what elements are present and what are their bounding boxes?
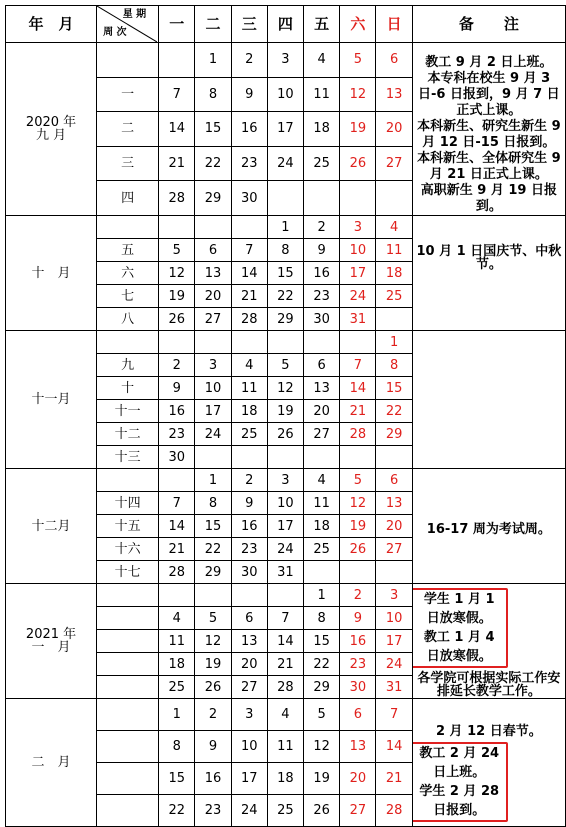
day-cell: 2	[195, 699, 231, 731]
day-cell: 18	[304, 515, 340, 538]
day-cell: 24	[267, 146, 303, 181]
day-cell: 9	[340, 607, 376, 630]
note-text: 学生 2 月 28 日报到。	[419, 784, 500, 818]
day-cell: 24	[376, 653, 412, 676]
day-cell: 22	[304, 653, 340, 676]
day-cell: 12	[195, 630, 231, 653]
day-cell: 27	[376, 538, 412, 561]
day-cell: 26	[195, 676, 231, 699]
week-weekday-header	[97, 6, 159, 43]
day-cell: 10	[267, 77, 303, 112]
day-cell: 13	[195, 262, 231, 285]
day-cell: 2	[304, 216, 340, 239]
day-cell: 5	[340, 469, 376, 492]
note-text: 教工 2 月 24 日上班。	[419, 746, 500, 780]
note-group	[413, 43, 565, 215]
day-cell: 24	[195, 423, 231, 446]
week-number	[97, 676, 159, 699]
day-cell: 9	[159, 377, 195, 400]
note-text: 教工 9 月 2 日上班。	[425, 55, 553, 70]
day-cell: 22	[376, 400, 412, 423]
day-cell: 19	[267, 400, 303, 423]
day-cell: 26	[304, 795, 340, 827]
day-cell	[159, 216, 195, 239]
day-cell: 27	[376, 146, 412, 181]
weekday-label: 星 期	[122, 9, 147, 20]
day-cell: 4	[159, 607, 195, 630]
day-cell: 20	[304, 400, 340, 423]
day-cell: 11	[304, 77, 340, 112]
month-label: 十二月	[6, 469, 97, 584]
day-cell: 1	[195, 43, 231, 78]
notes-header: 备 注	[412, 6, 565, 43]
day-cell: 10	[231, 731, 267, 763]
day-cell: 17	[376, 630, 412, 653]
day-cell: 13	[231, 630, 267, 653]
day-cell: 23	[195, 795, 231, 827]
day-cell: 14	[340, 377, 376, 400]
day-cell: 5	[159, 239, 195, 262]
day-cell: 16	[231, 112, 267, 147]
day-header-mon: 一	[159, 6, 195, 43]
day-cell: 7	[159, 77, 195, 112]
week-row	[6, 331, 566, 354]
day-cell: 7	[340, 354, 376, 377]
month-label: 十一月	[6, 331, 97, 469]
day-cell: 19	[159, 285, 195, 308]
day-cell	[267, 584, 303, 607]
day-cell: 28	[340, 423, 376, 446]
day-cell: 22	[267, 285, 303, 308]
note-text: 本科新生、全体研究生 9 月 21 日正式上课。	[417, 151, 561, 182]
day-cell	[159, 469, 195, 492]
day-cell: 6	[231, 607, 267, 630]
day-cell: 31	[340, 308, 376, 331]
week-number: 八	[97, 308, 159, 331]
week-row	[6, 699, 566, 731]
day-cell	[267, 181, 303, 216]
month-label: 2020 年 九 月	[6, 43, 97, 216]
note-text: 本科新生、研究生新生 9 月 12 日-15 日报到。	[417, 119, 561, 150]
note-text: 高职新生 9 月 19 日报到。	[420, 183, 557, 214]
day-cell: 31	[376, 676, 412, 699]
day-cell: 3	[340, 216, 376, 239]
day-cell	[304, 181, 340, 216]
day-cell	[340, 561, 376, 584]
week-row	[6, 216, 566, 239]
day-cell: 3	[231, 699, 267, 731]
week-number: 十一	[97, 400, 159, 423]
day-cell: 13	[340, 731, 376, 763]
day-cell	[195, 331, 231, 354]
day-cell: 7	[159, 492, 195, 515]
note-group	[413, 245, 565, 271]
week-number	[97, 699, 159, 731]
month-label: 二 月	[6, 699, 97, 827]
day-cell: 27	[195, 308, 231, 331]
day-cell: 28	[159, 181, 195, 216]
day-cell: 16	[159, 400, 195, 423]
week-number	[97, 653, 159, 676]
day-cell: 18	[304, 112, 340, 147]
day-cell: 8	[195, 492, 231, 515]
day-cell: 29	[376, 423, 412, 446]
day-cell: 4	[267, 699, 303, 731]
day-cell: 22	[195, 146, 231, 181]
day-cell: 23	[231, 146, 267, 181]
week-number: 六	[97, 262, 159, 285]
day-cell: 29	[195, 561, 231, 584]
day-cell: 18	[231, 400, 267, 423]
day-cell: 25	[304, 146, 340, 181]
notes-cell	[412, 699, 565, 827]
day-header-tue: 二	[195, 6, 231, 43]
day-cell: 1	[159, 699, 195, 731]
day-cell: 30	[231, 561, 267, 584]
notes-cell	[412, 43, 565, 216]
day-cell: 18	[267, 763, 303, 795]
day-cell: 27	[304, 423, 340, 446]
note-text: 10 月 1 日国庆节、中秋节。	[416, 244, 562, 272]
day-cell: 20	[231, 653, 267, 676]
day-cell: 25	[231, 423, 267, 446]
day-cell: 25	[267, 795, 303, 827]
day-cell: 23	[231, 538, 267, 561]
day-cell: 16	[195, 763, 231, 795]
day-cell: 21	[267, 653, 303, 676]
day-cell: 22	[195, 538, 231, 561]
day-cell: 28	[159, 561, 195, 584]
day-header-sat: 六	[340, 6, 376, 43]
notes-cell	[412, 584, 565, 699]
month-label: 2021 年 一 月	[6, 584, 97, 699]
year-month-header: 年 月	[6, 6, 97, 43]
day-cell	[195, 584, 231, 607]
day-cell: 17	[195, 400, 231, 423]
day-cell: 7	[231, 239, 267, 262]
week-number	[97, 584, 159, 607]
week-number: 一	[97, 77, 159, 112]
day-cell: 3	[267, 43, 303, 78]
day-cell	[340, 181, 376, 216]
day-header-sun: 日	[376, 6, 412, 43]
day-cell: 19	[340, 112, 376, 147]
week-number	[97, 331, 159, 354]
day-cell: 9	[231, 492, 267, 515]
week-row	[6, 469, 566, 492]
day-cell: 6	[376, 43, 412, 78]
day-cell: 11	[159, 630, 195, 653]
day-cell: 16	[231, 515, 267, 538]
day-cell: 8	[376, 354, 412, 377]
day-cell	[231, 446, 267, 469]
day-cell: 8	[195, 77, 231, 112]
day-cell: 15	[195, 112, 231, 147]
day-cell	[340, 446, 376, 469]
day-cell: 14	[159, 112, 195, 147]
day-cell: 15	[376, 377, 412, 400]
note-group	[413, 672, 565, 698]
week-number: 七	[97, 285, 159, 308]
day-cell: 2	[231, 43, 267, 78]
week-number: 十七	[97, 561, 159, 584]
day-cell: 30	[231, 181, 267, 216]
day-cell: 29	[304, 676, 340, 699]
day-cell: 6	[304, 354, 340, 377]
day-cell: 2	[159, 354, 195, 377]
day-cell: 10	[340, 239, 376, 262]
day-cell	[159, 331, 195, 354]
day-cell: 11	[267, 731, 303, 763]
note-text: 学生 1 月 1 日放寒假。	[423, 592, 495, 626]
day-cell: 10	[376, 607, 412, 630]
day-cell: 21	[231, 285, 267, 308]
day-cell: 12	[267, 377, 303, 400]
day-cell	[159, 584, 195, 607]
day-cell: 8	[159, 731, 195, 763]
day-cell: 12	[340, 77, 376, 112]
day-cell: 4	[304, 43, 340, 78]
day-cell	[159, 43, 195, 78]
day-cell: 24	[340, 285, 376, 308]
day-cell: 12	[159, 262, 195, 285]
day-cell: 26	[340, 538, 376, 561]
week-number	[97, 43, 159, 78]
day-cell: 26	[267, 423, 303, 446]
day-cell	[340, 331, 376, 354]
day-cell: 21	[376, 763, 412, 795]
week-number: 十四	[97, 492, 159, 515]
day-cell: 19	[340, 515, 376, 538]
day-cell	[376, 308, 412, 331]
week-number	[97, 795, 159, 827]
highlight-box	[412, 742, 508, 822]
day-cell: 15	[195, 515, 231, 538]
day-cell: 15	[304, 630, 340, 653]
week-number: 三	[97, 146, 159, 181]
day-cell: 20	[376, 112, 412, 147]
week-number: 十五	[97, 515, 159, 538]
day-cell: 17	[267, 112, 303, 147]
day-cell: 20	[376, 515, 412, 538]
day-cell: 5	[267, 354, 303, 377]
day-cell: 10	[267, 492, 303, 515]
day-cell: 23	[159, 423, 195, 446]
notes-cell	[412, 216, 565, 331]
note-text: 16-17 周为考试周。	[426, 521, 551, 537]
day-cell: 6	[340, 699, 376, 731]
day-cell: 13	[376, 492, 412, 515]
week-number	[97, 630, 159, 653]
day-cell: 30	[159, 446, 195, 469]
week-label: 周 次	[103, 27, 127, 38]
day-cell	[195, 216, 231, 239]
day-cell: 3	[376, 584, 412, 607]
week-number: 十三	[97, 446, 159, 469]
day-cell	[231, 331, 267, 354]
day-cell: 25	[304, 538, 340, 561]
day-cell: 5	[304, 699, 340, 731]
day-cell: 7	[267, 607, 303, 630]
day-cell: 25	[159, 676, 195, 699]
day-cell: 24	[231, 795, 267, 827]
school-calendar-table	[5, 5, 566, 827]
day-cell: 25	[376, 285, 412, 308]
day-cell: 5	[340, 43, 376, 78]
day-header-wed: 三	[231, 6, 267, 43]
highlight-box	[412, 588, 508, 668]
day-cell: 10	[195, 377, 231, 400]
week-number: 十六	[97, 538, 159, 561]
note-group	[413, 523, 565, 536]
week-number: 十	[97, 377, 159, 400]
week-number: 五	[97, 239, 159, 262]
day-cell: 14	[231, 262, 267, 285]
note-text: 教工 1 月 4 日放寒假。	[423, 630, 495, 664]
day-cell: 13	[304, 377, 340, 400]
day-cell: 14	[376, 731, 412, 763]
note-text: 各学院可根据实际工作安排延长教学工作。	[417, 671, 561, 699]
day-cell: 19	[304, 763, 340, 795]
day-cell: 26	[340, 146, 376, 181]
day-cell: 28	[231, 308, 267, 331]
day-cell: 21	[159, 146, 195, 181]
day-cell: 30	[340, 676, 376, 699]
week-number	[97, 607, 159, 630]
day-cell: 11	[231, 377, 267, 400]
week-number: 二	[97, 112, 159, 147]
day-cell: 29	[267, 308, 303, 331]
day-cell: 14	[267, 630, 303, 653]
day-cell: 23	[340, 653, 376, 676]
day-cell: 17	[340, 262, 376, 285]
day-cell: 4	[304, 469, 340, 492]
header-row	[6, 6, 566, 43]
day-cell: 31	[267, 561, 303, 584]
day-cell	[376, 181, 412, 216]
day-cell: 18	[159, 653, 195, 676]
day-cell: 21	[159, 538, 195, 561]
day-cell	[304, 561, 340, 584]
day-cell	[195, 446, 231, 469]
day-cell: 9	[231, 77, 267, 112]
day-cell: 20	[195, 285, 231, 308]
day-cell	[376, 561, 412, 584]
week-number: 九	[97, 354, 159, 377]
day-cell	[267, 331, 303, 354]
month-label: 十 月	[6, 216, 97, 331]
day-cell	[231, 584, 267, 607]
day-cell: 9	[304, 239, 340, 262]
day-cell: 22	[159, 795, 195, 827]
day-cell: 27	[231, 676, 267, 699]
day-cell	[304, 331, 340, 354]
week-number: 十二	[97, 423, 159, 446]
day-header-fri: 五	[304, 6, 340, 43]
day-cell: 15	[267, 262, 303, 285]
day-cell: 15	[159, 763, 195, 795]
day-cell: 23	[304, 285, 340, 308]
week-number	[97, 731, 159, 763]
day-cell	[267, 446, 303, 469]
day-cell: 8	[267, 239, 303, 262]
day-cell: 13	[376, 77, 412, 112]
day-cell: 11	[376, 239, 412, 262]
day-cell: 18	[376, 262, 412, 285]
day-cell: 28	[376, 795, 412, 827]
note-group	[413, 725, 565, 738]
day-cell: 2	[231, 469, 267, 492]
day-cell: 7	[376, 699, 412, 731]
day-cell: 28	[267, 676, 303, 699]
day-cell: 1	[376, 331, 412, 354]
week-number	[97, 216, 159, 239]
note-text: 2 月 12 日春节。	[435, 724, 542, 739]
day-cell: 17	[267, 515, 303, 538]
day-cell: 12	[304, 731, 340, 763]
day-cell: 19	[195, 653, 231, 676]
day-cell: 6	[376, 469, 412, 492]
day-cell: 1	[267, 216, 303, 239]
day-cell: 30	[304, 308, 340, 331]
day-cell: 12	[340, 492, 376, 515]
day-cell: 16	[340, 630, 376, 653]
day-cell: 3	[267, 469, 303, 492]
day-cell: 8	[304, 607, 340, 630]
day-cell: 20	[340, 763, 376, 795]
day-cell: 6	[195, 239, 231, 262]
day-cell	[304, 446, 340, 469]
notes-cell	[412, 331, 565, 469]
week-number	[97, 763, 159, 795]
week-number	[97, 469, 159, 492]
day-cell	[231, 216, 267, 239]
day-header-thu: 四	[267, 6, 303, 43]
day-cell: 11	[304, 492, 340, 515]
day-cell: 24	[267, 538, 303, 561]
day-cell	[376, 446, 412, 469]
notes-cell	[412, 469, 565, 584]
day-cell: 21	[340, 400, 376, 423]
day-cell: 2	[340, 584, 376, 607]
day-cell: 29	[195, 181, 231, 216]
day-cell: 3	[195, 354, 231, 377]
note-text: 本专科在校生 9 月 3 日-6 日报到，9 月 7 日正式上课。	[418, 71, 560, 118]
day-cell: 1	[304, 584, 340, 607]
day-cell: 26	[159, 308, 195, 331]
week-number: 四	[97, 181, 159, 216]
day-cell: 14	[159, 515, 195, 538]
day-cell: 27	[340, 795, 376, 827]
day-cell: 4	[376, 216, 412, 239]
day-cell: 16	[304, 262, 340, 285]
day-cell: 1	[195, 469, 231, 492]
day-cell: 5	[195, 607, 231, 630]
week-row	[6, 43, 566, 78]
day-cell: 9	[195, 731, 231, 763]
week-row	[6, 584, 566, 607]
day-cell: 17	[231, 763, 267, 795]
day-cell: 4	[231, 354, 267, 377]
